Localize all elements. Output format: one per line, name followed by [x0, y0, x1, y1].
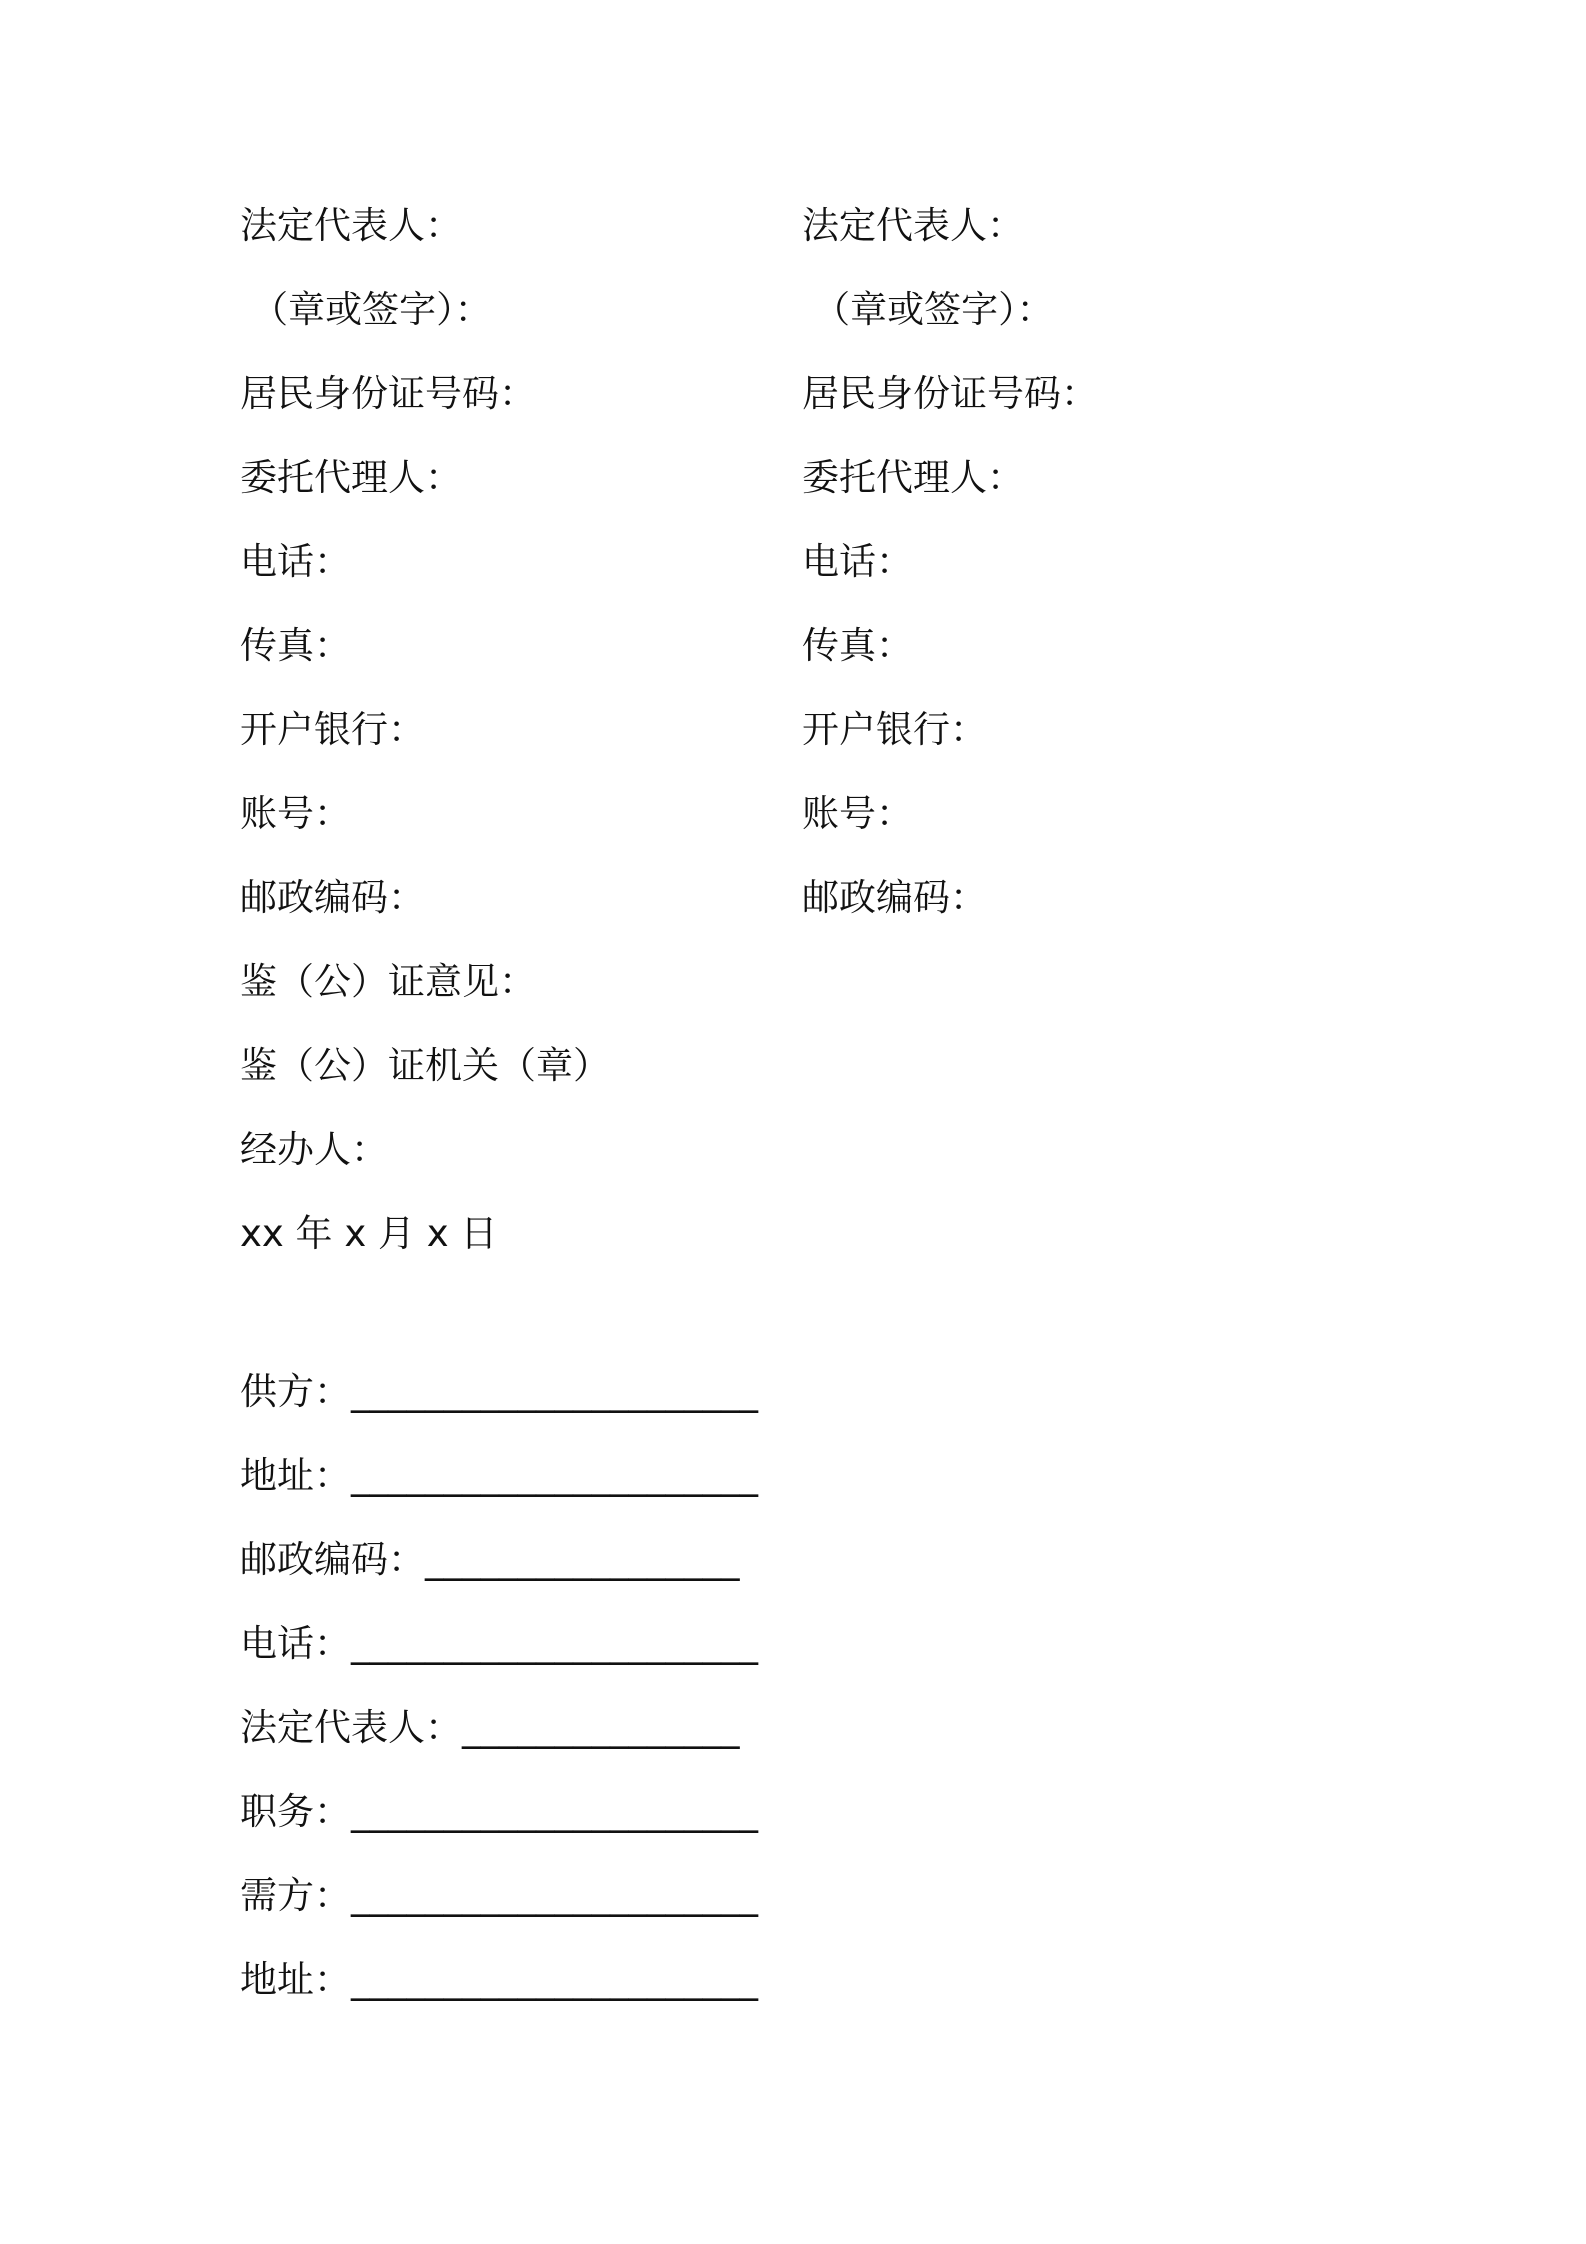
phone-label: 电话： [802, 540, 913, 583]
notary-opinion-label: 鉴（公）证意见： [240, 960, 536, 1003]
buyer-line: 需方：______________________ [240, 1874, 758, 1917]
bank-label: 开户银行： [802, 708, 987, 751]
legal-representative-line: 法定代表人：_______________ [240, 1706, 740, 1749]
supplier-address-line: 地址：______________________ [240, 1454, 758, 1497]
party-info-block [240, 1362, 800, 2034]
phone-label: 电话： [240, 540, 351, 583]
postal-code-line: 邮政编码：_________________ [240, 1538, 740, 1581]
fax-label: 传真： [802, 624, 913, 667]
notary-office-label: 鉴（公）证机关（章） [240, 1044, 610, 1087]
legal-representative-label: 法定代表人： [802, 204, 1024, 247]
id-number-label: 居民身份证号码： [802, 372, 1098, 415]
seal-or-signature-label: （章或签字）： [251, 288, 492, 331]
buyer-address-line: 地址：______________________ [240, 1958, 758, 2001]
seal-or-signature-label: （章或签字）： [813, 288, 1054, 331]
position-line: 职务：______________________ [240, 1790, 758, 1833]
account-label: 账号： [802, 792, 913, 835]
fax-label: 传真： [240, 624, 351, 667]
left-signature-column [240, 196, 800, 1288]
date-line: xx 年 x 月 x 日 [240, 1212, 498, 1255]
authorized-agent-label: 委托代理人： [240, 456, 462, 499]
legal-representative-label: 法定代表人： [240, 204, 462, 247]
supplier-line: 供方：______________________ [240, 1370, 758, 1413]
authorized-agent-label: 委托代理人： [802, 456, 1024, 499]
phone-line: 电话：______________________ [240, 1622, 758, 1665]
postal-code-label: 邮政编码： [240, 876, 425, 919]
id-number-label: 居民身份证号码： [240, 372, 536, 415]
postal-code-label: 邮政编码： [802, 876, 987, 919]
account-label: 账号： [240, 792, 351, 835]
handler-label: 经办人： [240, 1128, 388, 1171]
right-signature-column [802, 196, 1362, 952]
bank-label: 开户银行： [240, 708, 425, 751]
